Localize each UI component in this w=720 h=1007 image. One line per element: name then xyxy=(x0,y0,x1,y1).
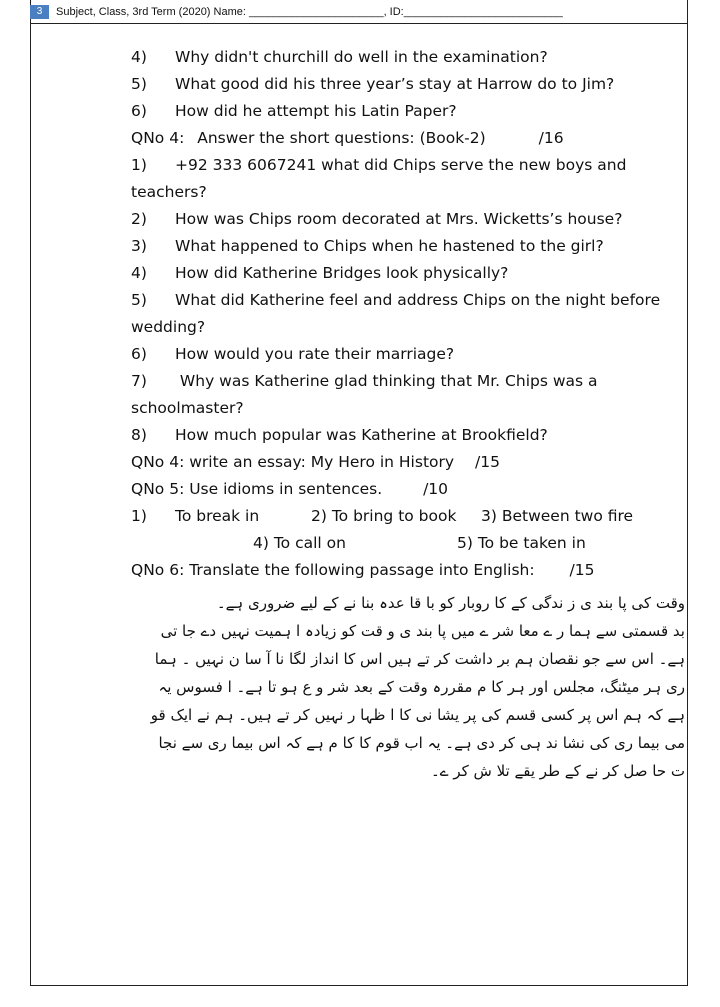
question-text: Why didn't churchill do well in the examination? xyxy=(175,48,548,66)
section-title: Answer the short questions: (Book-2) xyxy=(197,129,486,147)
question-text: How was Chips room decorated at Mrs. Wicketts’s house? xyxy=(175,210,623,228)
question-text: How would you rate their marriage? xyxy=(175,345,455,363)
header-text: Subject, Class, 3rd Term (2020) Name: ______________________, ID:__________________________ xyxy=(56,6,563,18)
question-item xyxy=(131,71,671,98)
question-item xyxy=(131,287,671,314)
question-continuation: teachers? xyxy=(131,183,207,201)
question-number: 6) xyxy=(131,345,147,363)
question-number: 7) xyxy=(131,372,147,390)
urdu-line: ہے۔ اس سے جو نقصان ہم بر داشت کر تے ہیں اس کا انداز لگا نا آ سا ن نہیں ۔ ہما xyxy=(154,650,685,668)
question-number: 3) xyxy=(131,237,147,255)
question-text: Why was Katherine glad thinking that Mr. Chips was a xyxy=(175,372,598,390)
question-number: 5) xyxy=(131,75,147,93)
question-number: 2) xyxy=(131,210,147,228)
idiom-item: To break in xyxy=(175,507,260,525)
idiom-item: 2) To bring to book xyxy=(311,507,457,525)
question-item xyxy=(131,368,671,395)
question-item xyxy=(131,206,671,233)
section-heading-qno4 xyxy=(131,125,671,152)
idioms-row-1 xyxy=(131,503,671,530)
question-item xyxy=(131,422,671,449)
question-text: What did Katherine feel and address Chips on the night before xyxy=(175,291,661,309)
question-continuation: wedding? xyxy=(131,318,206,336)
question-content xyxy=(131,44,671,584)
question-number: 6) xyxy=(131,102,147,120)
section-label: QNo 4: xyxy=(131,129,185,147)
question-text: How did Katherine Bridges look physically? xyxy=(175,264,509,282)
section-title: QNo 5: Use idioms in sentences. xyxy=(131,480,383,498)
question-text: What happened to Chips when he hastened to the girl? xyxy=(175,237,604,255)
question-number: 1) xyxy=(131,156,147,174)
question-text: +92 333 6067241 what did Chips serve the new boys and xyxy=(175,156,627,174)
question-text: How did he attempt his Latin Paper? xyxy=(175,102,457,120)
urdu-line: ہے کہ ہم اس پر کسی قسم کی پر یشا نی کا ا ظہا ر نہیں کر تے ہیں۔ ہم نے ایک قو xyxy=(150,706,685,724)
question-item xyxy=(131,98,671,125)
section-title: QNo 4: write an essay: My Hero in History xyxy=(131,453,455,471)
section-marks: /15 xyxy=(569,561,595,579)
idiom-number: 1) xyxy=(131,507,147,525)
idiom-item: 5) To be taken in xyxy=(457,534,586,552)
question-item xyxy=(131,233,671,260)
page-header xyxy=(30,0,688,24)
question-number: 4) xyxy=(131,48,147,66)
urdu-line: ری ہر میٹنگ، مجلس اور ہر کا م مقررہ وقت کے بعد شر و ع ہو تا ہے۔ ا فسوس یہ xyxy=(158,678,685,696)
question-number: 5) xyxy=(131,291,147,309)
urdu-line: ت حا صل کر نے کے طر یقے تلا ش کر ے۔ xyxy=(430,762,685,780)
question-text: What good did his three year’s stay at Harrow do to Jim? xyxy=(175,75,615,93)
question-number: 8) xyxy=(131,426,147,444)
page-number-badge: 3 xyxy=(30,5,49,19)
urdu-line: می بیما ری کی نشا ند ہی کر دی ہے۔ یہ اب قوم کا کا م ہے کہ اس بیما ری سے نجا xyxy=(158,734,685,752)
question-continuation: schoolmaster? xyxy=(131,399,244,417)
question-number: 4) xyxy=(131,264,147,282)
idiom-item: 4) To call on xyxy=(253,534,346,552)
section-heading-essay xyxy=(131,449,671,476)
section-marks: /16 xyxy=(538,129,564,147)
section-marks: /15 xyxy=(475,453,500,471)
urdu-line: بد قسمتی سے ہما ر ے معا شر ے میں پا بند ی و قت کو زیادہ ا ہمیت نہیں دے جا تی xyxy=(160,622,685,640)
section-title: QNo 6: Translate the following passage into English: xyxy=(131,561,535,579)
idioms-row-2 xyxy=(131,530,671,557)
urdu-passage xyxy=(120,589,685,785)
question-item xyxy=(131,260,671,287)
section-heading-translation xyxy=(131,557,671,584)
question-item xyxy=(131,44,671,71)
urdu-line: وقت کی پا بند ی ز ندگی کے کا روبار کو با قا عدہ بنا نے کے لیے ضروری ہے۔ xyxy=(216,594,685,612)
idiom-item: 3) Between two fire xyxy=(481,507,634,525)
question-item xyxy=(131,341,671,368)
section-marks: /10 xyxy=(423,480,449,498)
section-heading-idioms xyxy=(131,476,671,503)
question-text: How much popular was Katherine at Brookfield? xyxy=(175,426,548,444)
question-item xyxy=(131,152,671,179)
